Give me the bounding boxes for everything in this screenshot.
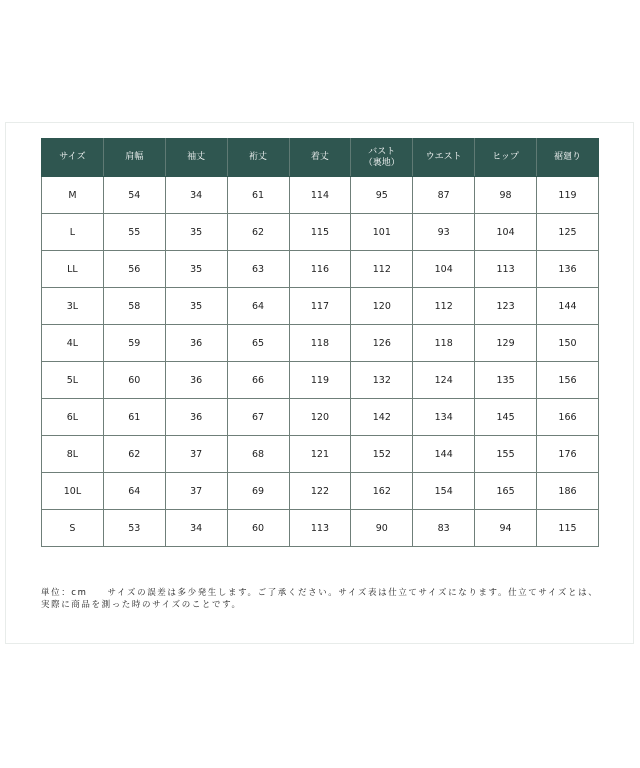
table-row bbox=[42, 473, 599, 510]
measurement-cell: 34 bbox=[165, 177, 227, 214]
measurement-cell: 104 bbox=[413, 251, 475, 288]
measurement-cell: 113 bbox=[475, 251, 537, 288]
measurement-cell: 154 bbox=[413, 473, 475, 510]
measurement-cell: 116 bbox=[289, 251, 351, 288]
table-header-row bbox=[42, 139, 599, 177]
measurement-cell: 64 bbox=[103, 473, 165, 510]
measurement-cell: 155 bbox=[475, 436, 537, 473]
measurement-cell: 53 bbox=[103, 510, 165, 547]
measurement-cell: 134 bbox=[413, 399, 475, 436]
measurement-cell: 63 bbox=[227, 251, 289, 288]
measurement-cell: 35 bbox=[165, 288, 227, 325]
measurement-cell: 142 bbox=[351, 399, 413, 436]
measurement-cell: 64 bbox=[227, 288, 289, 325]
measurement-cell: 54 bbox=[103, 177, 165, 214]
header-bust-label: バスト（裏地） bbox=[363, 146, 400, 168]
header-hip: ヒップ bbox=[475, 139, 537, 177]
measurement-cell: 186 bbox=[537, 473, 599, 510]
measurement-cell: 118 bbox=[289, 325, 351, 362]
measurement-cell: 112 bbox=[413, 288, 475, 325]
size-cell: 6L bbox=[42, 399, 104, 436]
measurement-cell: 119 bbox=[537, 177, 599, 214]
measurement-cell: 83 bbox=[413, 510, 475, 547]
measurement-cell: 145 bbox=[475, 399, 537, 436]
size-cell: 4L bbox=[42, 325, 104, 362]
measurement-cell: 35 bbox=[165, 214, 227, 251]
measurement-cell: 37 bbox=[165, 436, 227, 473]
measurement-cell: 61 bbox=[227, 177, 289, 214]
measurement-cell: 150 bbox=[537, 325, 599, 362]
measurement-cell: 62 bbox=[103, 436, 165, 473]
measurement-cell: 69 bbox=[227, 473, 289, 510]
measurement-cell: 36 bbox=[165, 362, 227, 399]
measurement-cell: 129 bbox=[475, 325, 537, 362]
measurement-cell: 117 bbox=[289, 288, 351, 325]
measurement-cell: 98 bbox=[475, 177, 537, 214]
measurement-cell: 113 bbox=[289, 510, 351, 547]
measurement-cell: 121 bbox=[289, 436, 351, 473]
measurement-cell: 68 bbox=[227, 436, 289, 473]
table-row bbox=[42, 214, 599, 251]
measurement-cell: 60 bbox=[227, 510, 289, 547]
measurement-cell: 166 bbox=[537, 399, 599, 436]
size-cell: 10L bbox=[42, 473, 104, 510]
table-row bbox=[42, 436, 599, 473]
table-row bbox=[42, 177, 599, 214]
header-bust bbox=[351, 139, 413, 177]
measurement-cell: 67 bbox=[227, 399, 289, 436]
measurement-cell: 120 bbox=[289, 399, 351, 436]
measurement-cell: 34 bbox=[165, 510, 227, 547]
measurement-cell: 115 bbox=[289, 214, 351, 251]
measurement-cell: 152 bbox=[351, 436, 413, 473]
size-note bbox=[41, 587, 603, 611]
measurement-cell: 136 bbox=[537, 251, 599, 288]
measurement-cell: 59 bbox=[103, 325, 165, 362]
table-row bbox=[42, 510, 599, 547]
table-row bbox=[42, 325, 599, 362]
measurement-cell: 176 bbox=[537, 436, 599, 473]
size-cell: S bbox=[42, 510, 104, 547]
measurement-cell: 165 bbox=[475, 473, 537, 510]
measurement-cell: 124 bbox=[413, 362, 475, 399]
measurement-cell: 112 bbox=[351, 251, 413, 288]
measurement-cell: 90 bbox=[351, 510, 413, 547]
measurement-cell: 55 bbox=[103, 214, 165, 251]
measurement-cell: 36 bbox=[165, 399, 227, 436]
header-yuki-length: 裄丈 bbox=[227, 139, 289, 177]
size-table bbox=[41, 138, 599, 547]
measurement-cell: 115 bbox=[537, 510, 599, 547]
measurement-cell: 119 bbox=[289, 362, 351, 399]
measurement-cell: 101 bbox=[351, 214, 413, 251]
measurement-cell: 35 bbox=[165, 251, 227, 288]
size-cell: L bbox=[42, 214, 104, 251]
measurement-cell: 93 bbox=[413, 214, 475, 251]
measurement-cell: 122 bbox=[289, 473, 351, 510]
measurement-cell: 62 bbox=[227, 214, 289, 251]
measurement-cell: 125 bbox=[537, 214, 599, 251]
table-row bbox=[42, 251, 599, 288]
measurement-cell: 156 bbox=[537, 362, 599, 399]
measurement-cell: 66 bbox=[227, 362, 289, 399]
header-body-length: 着丈 bbox=[289, 139, 351, 177]
header-hem: 裾廻り bbox=[537, 139, 599, 177]
size-cell: M bbox=[42, 177, 104, 214]
measurement-cell: 123 bbox=[475, 288, 537, 325]
measurement-cell: 94 bbox=[475, 510, 537, 547]
note-text: サイズの誤差は多少発生します。ご了承ください。サイズ表は仕立てサイズになります。仕立てサイズとは、実際に商品を測った時のサイズのことです。 bbox=[41, 588, 599, 610]
measurement-cell: 61 bbox=[103, 399, 165, 436]
unit-label: 単位：cm bbox=[41, 588, 88, 598]
measurement-cell: 56 bbox=[103, 251, 165, 288]
measurement-cell: 120 bbox=[351, 288, 413, 325]
measurement-cell: 87 bbox=[413, 177, 475, 214]
measurement-cell: 114 bbox=[289, 177, 351, 214]
measurement-cell: 132 bbox=[351, 362, 413, 399]
measurement-cell: 162 bbox=[351, 473, 413, 510]
table-row bbox=[42, 362, 599, 399]
header-shoulder-width: 肩幅 bbox=[103, 139, 165, 177]
table-row bbox=[42, 288, 599, 325]
header-waist: ウエスト bbox=[413, 139, 475, 177]
measurement-cell: 60 bbox=[103, 362, 165, 399]
measurement-cell: 144 bbox=[413, 436, 475, 473]
size-cell: 3L bbox=[42, 288, 104, 325]
table-row bbox=[42, 399, 599, 436]
measurement-cell: 36 bbox=[165, 325, 227, 362]
measurement-cell: 126 bbox=[351, 325, 413, 362]
measurement-cell: 118 bbox=[413, 325, 475, 362]
measurement-cell: 104 bbox=[475, 214, 537, 251]
measurement-cell: 58 bbox=[103, 288, 165, 325]
measurement-cell: 95 bbox=[351, 177, 413, 214]
measurement-cell: 144 bbox=[537, 288, 599, 325]
size-cell: 8L bbox=[42, 436, 104, 473]
header-sleeve-length: 袖丈 bbox=[165, 139, 227, 177]
size-cell: LL bbox=[42, 251, 104, 288]
measurement-cell: 37 bbox=[165, 473, 227, 510]
measurement-cell: 65 bbox=[227, 325, 289, 362]
measurement-cell: 135 bbox=[475, 362, 537, 399]
header-size: サイズ bbox=[42, 139, 104, 177]
size-cell: 5L bbox=[42, 362, 104, 399]
